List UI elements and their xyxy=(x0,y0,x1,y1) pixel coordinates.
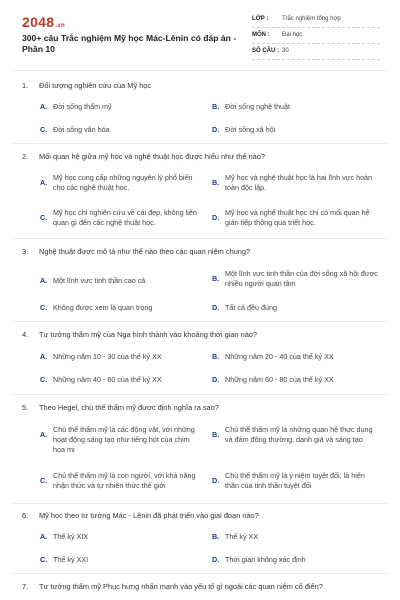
question-6 xyxy=(22,511,382,521)
question-divider xyxy=(10,394,390,395)
option-a[interactable]: A. Đời sống thẩm mỹ xyxy=(40,102,112,111)
option-b[interactable]: B. Một lĩnh vực tinh thần của đời sống xã hội được nhiều người quan tâm xyxy=(212,269,378,288)
option-a[interactable]: A. Những năm 10 - 30 của thế kỷ XX xyxy=(40,352,162,361)
question-text: 4. Tư tưởng thẩm mỹ của Nga hình thành vào khoảng thời gian nào? xyxy=(22,330,258,339)
meta-class-value: Trắc nghiệm tổng hợp xyxy=(282,16,341,22)
question-text: 5. Theo Hegel, chủ thể thẩm mỹ được định nghĩa ra sao? xyxy=(22,403,219,412)
question-1 xyxy=(22,81,382,91)
meta-subject-label: MÔN : xyxy=(252,32,270,38)
page-title: 300+ câu Trắc nghiệm Mỹ học Mác-Lênin có đáp án - Phần 10 xyxy=(22,33,237,54)
option-d[interactable]: D. Đời sống xã hội xyxy=(212,125,276,134)
option-b[interactable]: B. Mỹ học và nghệ thuật học là hai lĩnh vực hoàn toàn độc lập. xyxy=(212,173,373,192)
option-b[interactable]: B. Chủ thể thẩm mỹ là những quan hệ thực dụng và đảm đông thường, danh giá và sáng tạo xyxy=(212,425,373,444)
exam-meta xyxy=(252,14,380,62)
option-d[interactable]: D. Chủ thể thẩm mỹ là ý niệm tuyệt đối, là hiện thân của tinh thần tuyệt đối xyxy=(212,471,365,490)
meta-count-label: SỐ CÂU : xyxy=(252,48,279,54)
question-text: 3. Nghệ thuật được mô tả như thế nào theo các quan niệm chung? xyxy=(22,247,251,256)
document-header xyxy=(0,0,400,70)
question-2 xyxy=(22,152,382,162)
meta-count-row xyxy=(252,46,380,62)
meta-subject-value: Đại học xyxy=(282,32,303,38)
option-b[interactable]: B. Thế kỷ XX xyxy=(212,532,259,541)
question-7 xyxy=(22,582,382,592)
option-a[interactable]: A. Thế kỷ XIX xyxy=(40,532,89,541)
meta-subject-row xyxy=(252,30,380,46)
option-c[interactable]: C. Mỹ học chỉ nghiên cứu về cái đẹp, không liên quan gì đến các nghệ thuật học. xyxy=(40,208,197,227)
site-logo[interactable]: 2048.vn xyxy=(22,14,65,30)
question-text: 7. Tư tưởng thẩm mỹ Phục hưng nhấn mạnh vào yếu tố gì ngoài các quan niệm cổ điển? xyxy=(22,582,323,591)
question-divider xyxy=(10,573,390,574)
meta-class-row xyxy=(252,14,380,30)
meta-count-value: 30 xyxy=(282,48,289,54)
option-b[interactable]: B. Những năm 20 - 40 của thế kỷ XX xyxy=(212,352,334,361)
option-a[interactable]: A. Một lĩnh vực tinh thần cao cả xyxy=(40,276,146,285)
meta-class-label: LỚP : xyxy=(252,16,269,22)
option-a[interactable]: A. Chủ thể thẩm mỹ là các động vật, với những hoạt động sáng tạo như tiếng hót của chim họa mi xyxy=(40,425,195,454)
question-4 xyxy=(22,330,382,340)
question-divider xyxy=(10,321,390,322)
option-c[interactable]: C. Đời sống văn hóa xyxy=(40,125,110,134)
question-5 xyxy=(22,403,382,413)
option-c[interactable]: C. Những năm 40 - 60 của thế kỷ XX xyxy=(40,375,162,384)
option-d[interactable]: D. Mỹ học và nghệ thuật học chỉ có mối quan hệ gián tiếp thông qua triết học. xyxy=(212,208,370,227)
option-d[interactable]: D. Những năm 60 - 80 của thế kỷ XX xyxy=(212,375,334,384)
question-text: 2. Mối quan hệ giữa mỹ học và nghệ thuật học được hiểu như thế nào? xyxy=(22,152,265,161)
question-divider xyxy=(10,143,390,144)
header-divider xyxy=(10,70,390,71)
question-divider xyxy=(10,238,390,239)
question-text: 1. Đối tượng nghiên cứu của Mỹ học xyxy=(22,81,152,90)
question-divider xyxy=(10,503,390,504)
option-c[interactable]: C. Không được xem là quan trọng xyxy=(40,303,153,312)
option-b[interactable]: B. Đời sống nghệ thuật xyxy=(212,102,291,111)
option-c[interactable]: C. Chủ thể thẩm mỹ là con người, với khả năng nhận thức và tự nhiên thức thế giới xyxy=(40,471,196,490)
option-a[interactable]: A. Mỹ học cung cấp những nguyên lý phổ biến cho các nghệ thuật học. xyxy=(40,173,193,192)
option-d[interactable]: D. Tất cả đều đúng xyxy=(212,303,277,312)
option-d[interactable]: D. Thời gian không xác định xyxy=(212,555,306,564)
question-text: 6. Mỹ học theo tư tưởng Mác - Lênin đã phát triển vào giai đoạn nào? xyxy=(22,511,259,520)
option-c[interactable]: C. Thế kỷ XXI xyxy=(40,555,89,564)
question-3 xyxy=(22,247,382,257)
